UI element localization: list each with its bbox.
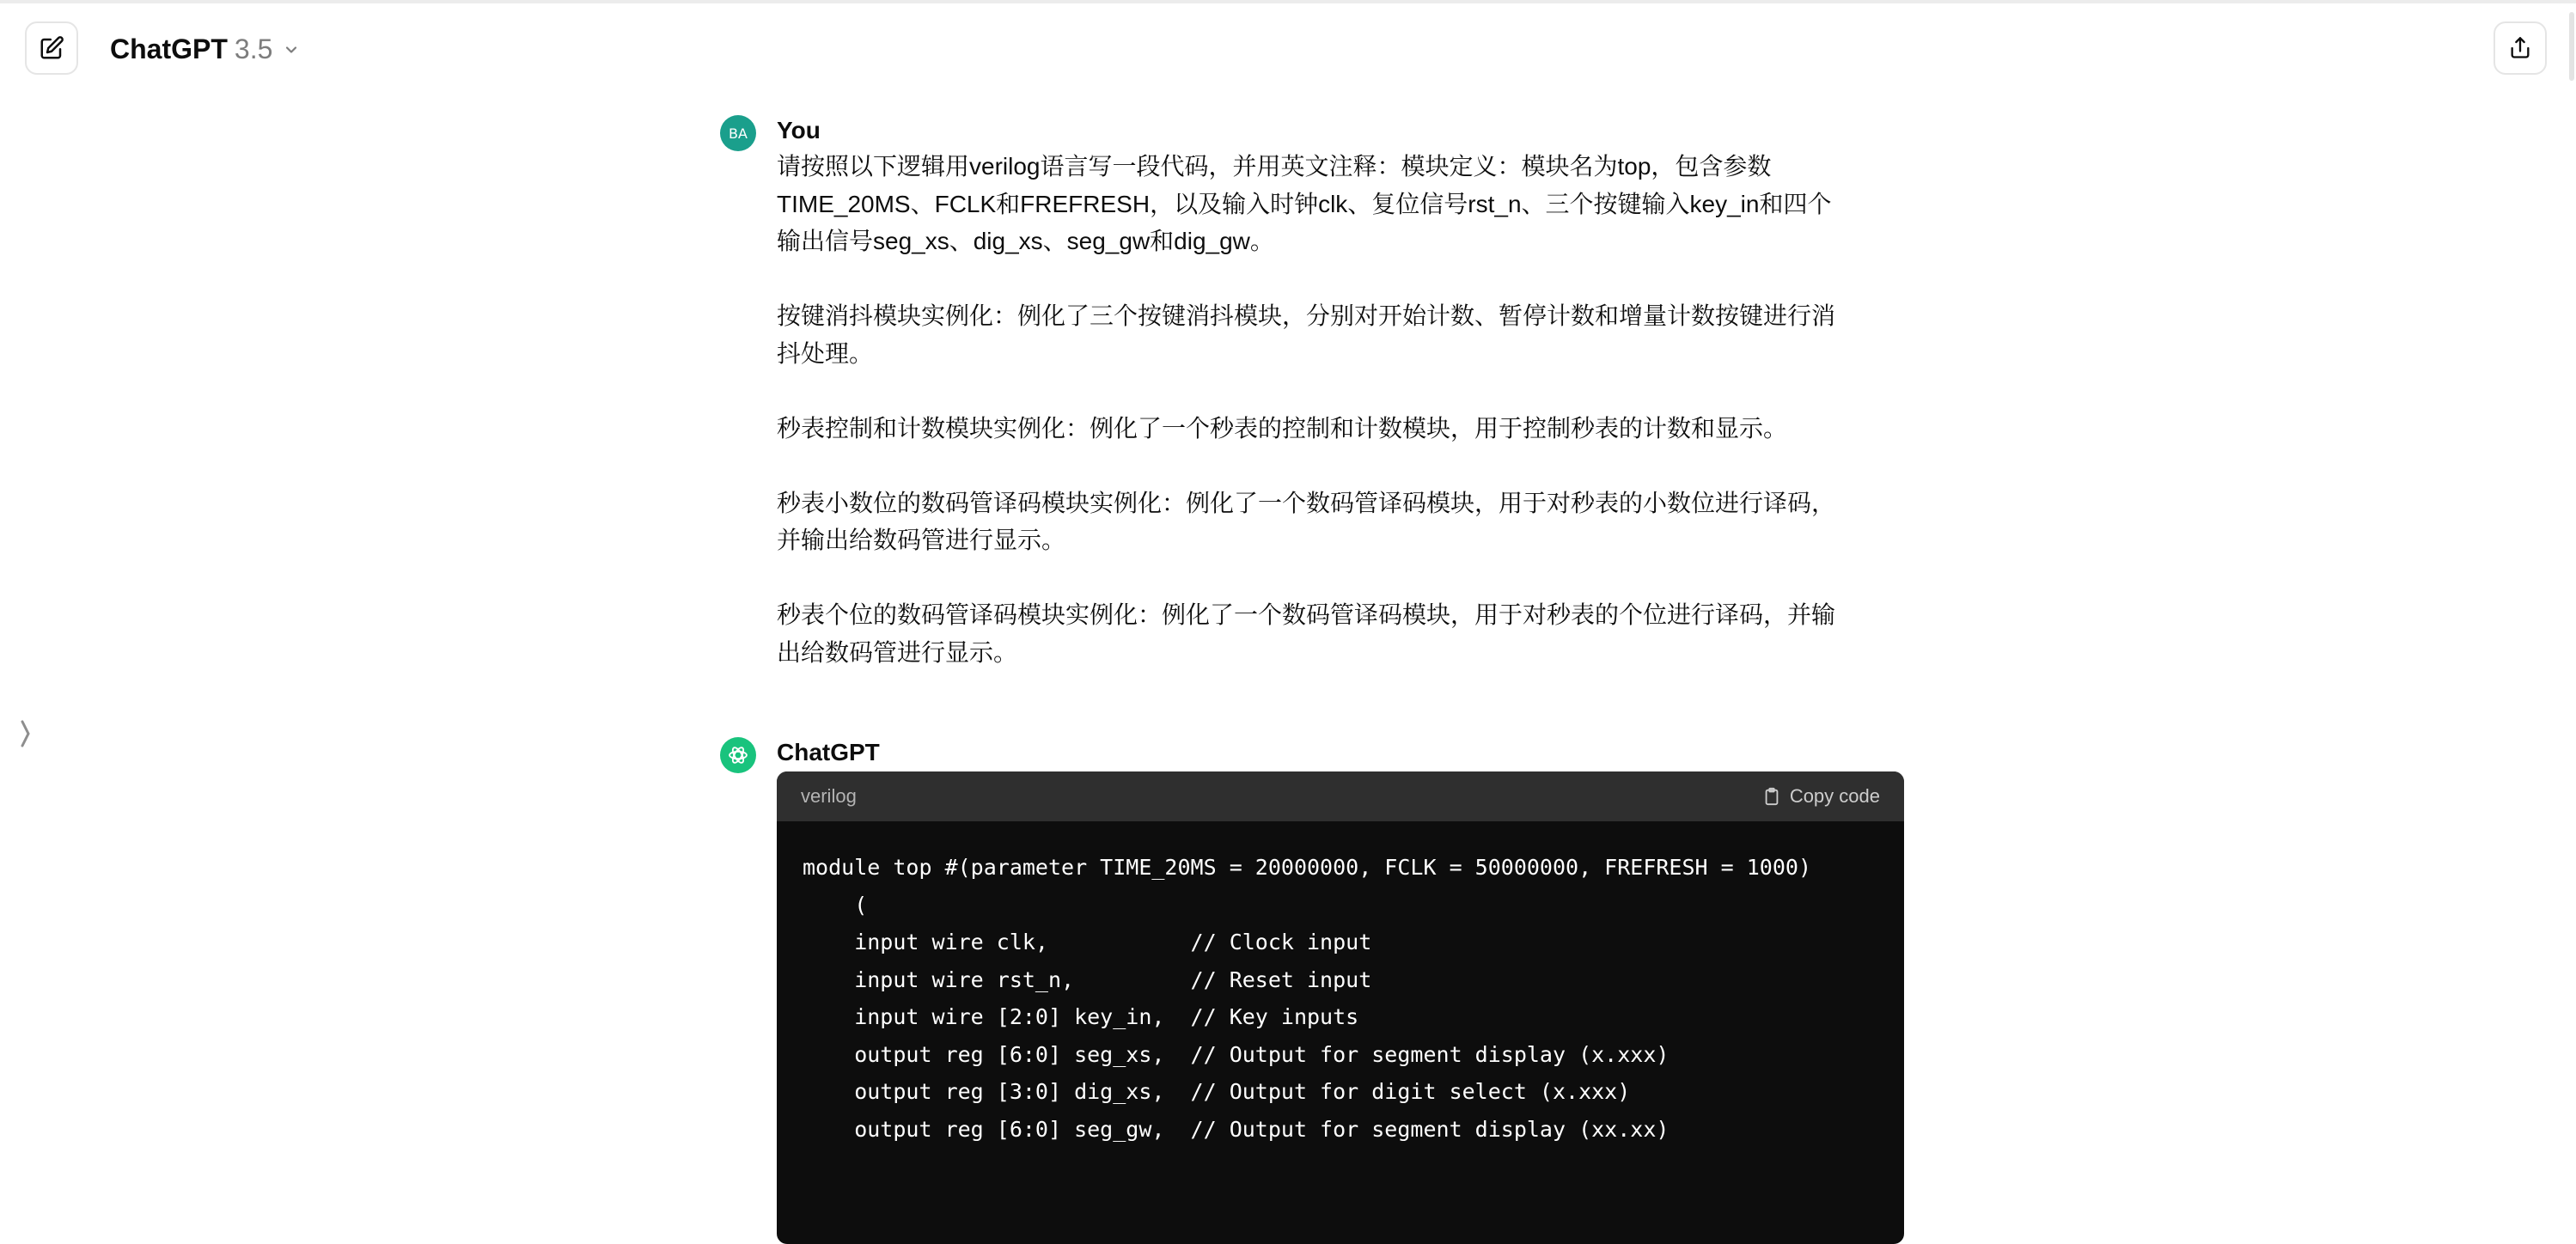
open-sidebar-button[interactable] [15, 713, 36, 754]
copy-code-button[interactable] [1762, 785, 1880, 808]
code-line: input wire [2:0] key_in, // Key inputs [803, 1004, 1359, 1029]
sidebar-toggle-icon [19, 717, 33, 751]
share-button[interactable] [2494, 21, 2547, 75]
message-paragraph: 按键消抖模块实例化：例化了三个按键消抖模块，分别对开始计数、暂停计数和增量计数按键进行消抖处理。 [777, 302, 1836, 367]
scrollbar[interactable] [2567, 3, 2576, 1162]
code-line: ( [803, 892, 868, 918]
message-author: You [777, 117, 821, 143]
code-line: input wire clk, // Clock input [803, 930, 1372, 954]
code-content [777, 821, 1904, 1244]
chevron-down-icon [283, 41, 300, 58]
scrollbar-thumb[interactable] [2569, 12, 2574, 81]
model-name: ChatGPT [110, 34, 228, 64]
code-line: input wire rst_n, // Reset input [803, 967, 1372, 992]
assistant-message [720, 735, 1902, 1244]
code-language: verilog [801, 785, 857, 807]
edit-icon [39, 35, 64, 61]
openai-icon [726, 743, 750, 767]
conversation-thread [720, 113, 1902, 1244]
clipboard-icon [1762, 787, 1781, 806]
code-line: module top #(parameter TIME_20MS = 20000000, FCLK = 50000000, FREFRESH = 1000) [803, 855, 1811, 880]
share-icon [2508, 36, 2532, 60]
message-author: ChatGPT [777, 739, 880, 765]
code-block-header [777, 771, 1904, 821]
code-line: output reg [3:0] dig_xs, // Output for digit select (x.xxx) [803, 1079, 1631, 1104]
model-selector[interactable] [110, 34, 300, 65]
user-message [720, 113, 1902, 671]
avatar: BA [720, 115, 756, 151]
new-chat-button[interactable] [25, 21, 78, 75]
model-version: 3.5 [234, 34, 273, 64]
message-paragraph: 秒表个位的数码管译码模块实例化：例化了一个数码管译码模块，用于对秒表的个位进行译码，并输出给数码管进行显示。 [777, 601, 1836, 666]
top-bar [0, 3, 2567, 98]
message-text [777, 148, 1851, 671]
chatgpt-logo-icon [720, 737, 756, 773]
copy-code-label: Copy code [1789, 785, 1880, 807]
code-line: output reg [6:0] seg_xs, // Output for segment display (x.xxx) [803, 1041, 1670, 1067]
message-paragraph: 秒表小数位的数码管译码模块实例化：例化了一个数码管译码模块，用于对秒表的小数位进行译码，并输出给数码管进行显示。 [777, 489, 1836, 553]
message-paragraph: 请按照以下逻辑用verilog语言写一段代码，并用英文注释：模块定义：模块名为top，包含参数TIME_20MS、FCLK和FREFRESH，以及输入时钟clk、复位信号rst_n、三个按键输入key_in和四个输出信号seg_xs、dig_xs、seg_gw和dig_gw。 [777, 153, 1832, 254]
message-paragraph: 秒表控制和计数模块实例化：例化了一个秒表的控制和计数模块，用于控制秒表的计数和显示。 [777, 414, 1788, 442]
code-line: output reg [6:0] seg_gw, // Output for segment display (xx.xx) [803, 1116, 1670, 1142]
code-block [777, 771, 1904, 1244]
